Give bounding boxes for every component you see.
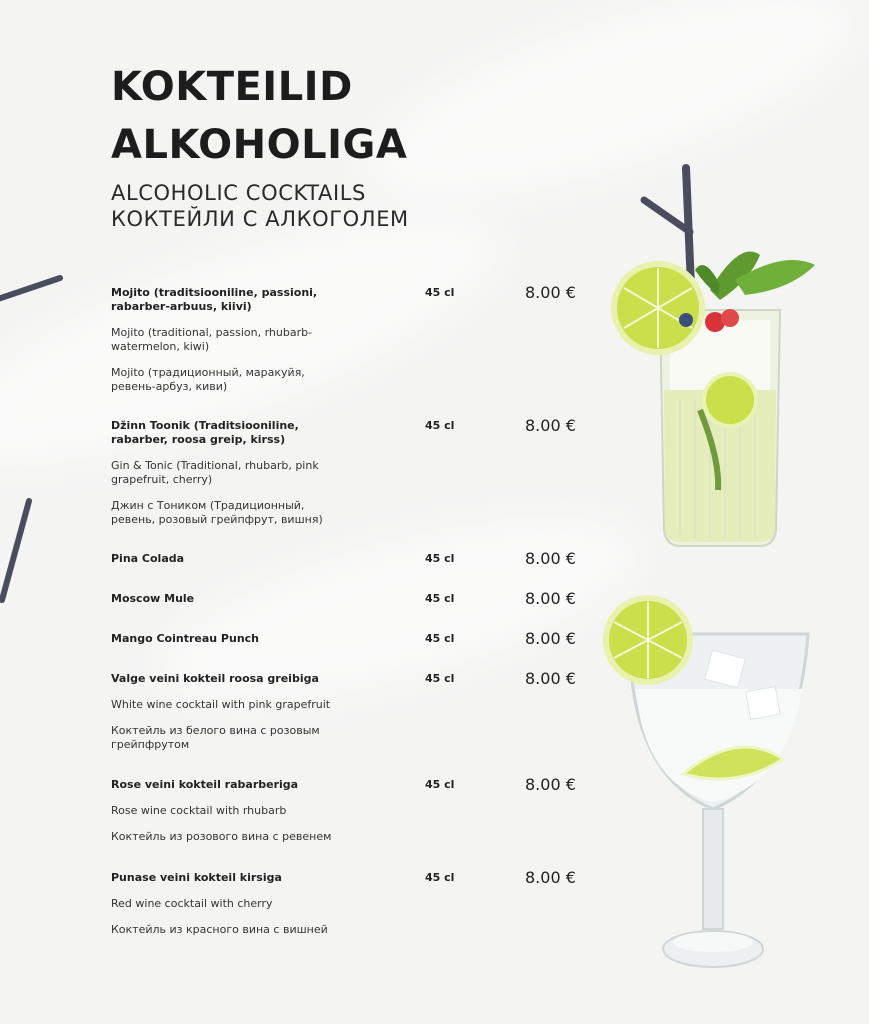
menu-item [111, 629, 581, 648]
item-price: 8.00 € [525, 868, 576, 887]
item-name: Mango Cointreau Punch [111, 632, 259, 645]
title-line: ALKOHOLIGA [111, 122, 408, 168]
item-translation: Mojito (традиционный, маракуйя, ревень-арбуз, киви) [111, 366, 305, 393]
item-volume: 45 cl [425, 552, 455, 565]
item-name: Moscow Mule [111, 592, 195, 605]
item-name: Pina Colada [111, 552, 185, 565]
item-price: 8.00 € [525, 775, 576, 794]
straw-image [0, 272, 70, 312]
item-translation: Rose wine cocktail with rhubarb [111, 804, 287, 817]
item-volume: 45 cl [425, 286, 455, 299]
item-translation: White wine cocktail with pink grapefruit [111, 698, 331, 711]
menu-item [111, 589, 581, 608]
item-translation: Коктейль из красного вина с вишней [111, 923, 328, 936]
item-translation: Джин с Тоником (Традиционный, ревень, розовый грейпфрут, вишня) [111, 499, 323, 526]
item-name: Rose veini kokteil rabarberiga [111, 778, 299, 791]
item-price: 8.00 € [525, 589, 576, 608]
menu-item [111, 775, 581, 844]
subtitle-line: КОКТЕЙЛИ С АЛКОГОЛЕМ [111, 207, 409, 231]
item-name: Džinn Toonik (Traditsiooniline, rabarber, roosa greip, kirss) [111, 419, 299, 446]
menu-item [111, 416, 581, 527]
menu-item [111, 283, 581, 394]
mojito-glass-image [600, 160, 830, 560]
item-price: 8.00 € [525, 416, 576, 435]
item-volume: 45 cl [425, 592, 455, 605]
item-translation: Коктейль из белого вина с розовым грейпфрутом [111, 724, 320, 751]
item-translation: Gin & Tonic (Traditional, rhubarb, pink grapefruit, cherry) [111, 459, 319, 486]
item-volume: 45 cl [425, 871, 455, 884]
menu-item [111, 868, 581, 937]
item-price: 8.00 € [525, 629, 576, 648]
item-translation: Red wine cocktail with cherry [111, 897, 273, 910]
item-volume: 45 cl [425, 672, 455, 685]
page-subtitle [111, 180, 409, 232]
item-price: 8.00 € [525, 549, 576, 568]
straw-image [0, 495, 40, 605]
item-price: 8.00 € [525, 669, 576, 688]
item-name: Mojito (traditsiooniline, passioni, rabarber-arbuus, kiivi) [111, 286, 318, 313]
item-volume: 45 cl [425, 419, 455, 432]
item-name: Punase veini kokteil kirsiga [111, 871, 282, 884]
item-price: 8.00 € [525, 283, 576, 302]
item-translation: Коктейль из розового вина с ревенем [111, 830, 332, 843]
item-name: Valge veini kokteil roosa greibiga [111, 672, 319, 685]
item-translation: Mojito (traditional, passion, rhubarb-watermelon, kiwi) [111, 326, 313, 353]
title-line: KOKTEILID [111, 64, 353, 110]
page-title [111, 58, 407, 174]
gin-tonic-glass-image [598, 594, 828, 984]
item-volume: 45 cl [425, 632, 455, 645]
subtitle-line: ALCOHOLIC COCKTAILS [111, 181, 366, 205]
menu-item [111, 549, 581, 568]
item-volume: 45 cl [425, 778, 455, 791]
menu-item [111, 669, 581, 752]
